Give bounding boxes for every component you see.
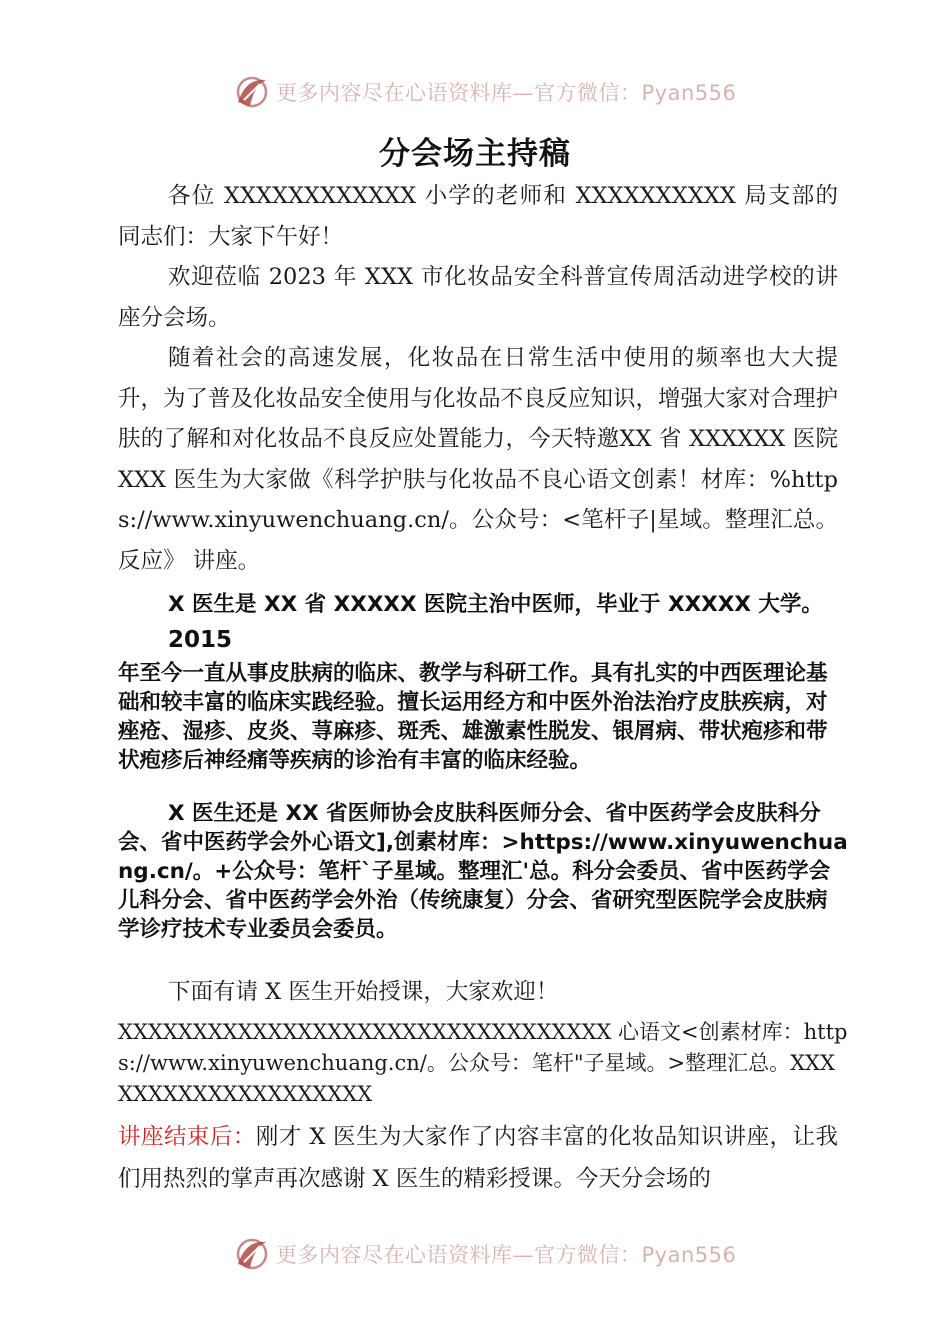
banner-text: 更多内容尽在心语资料库—官方微信：Pyan556 bbox=[276, 81, 737, 105]
logo-icon bbox=[232, 72, 272, 112]
closing-text: 刚才 X 医生为大家作了内容丰富的化妆品知识讲座，让我们用热烈的掌声再次感谢 X 医生的精彩授课。今天分会场的 bbox=[118, 1124, 838, 1192]
doctor-bio-year: 2015 bbox=[168, 627, 233, 653]
greeting-paragraph: 各位 XXXXXXXXXXXX 小学的老师和 XXXXXXXXXX 局支部的同志们：大家下午好！ bbox=[118, 183, 838, 250]
footer-banner bbox=[232, 1234, 737, 1274]
document-title: 分会场主持稿 bbox=[379, 136, 571, 172]
doctor-bio-paragraph: 年至今一直从事皮肤病的临床、教学与科研工作。具有扎实的中西医理论基础和较丰富的临床实践经验。擅长运用经方和中医外治法治疗皮肤疾病，对痤疮、湿疹、皮炎、荨麻疹、斑秃、雄激素性脱发、银屑病、带状疱疹和带状疱疹后神经痛等疾病的诊治有丰富的临床经验。 bbox=[118, 661, 828, 773]
intro-paragraph: 随着社会的高速发展，化妆品在日常生活中使用的频率也大大提升，为了普及化妆品安全使用与化妆品不良反应知识，增强大家对合理护肤的了解和对化妆品不良反应处置能力，今天特邀XX 省 XXXXXX 医院 XXX 医生为大家做《科学护肤与化妆品不良心语文创素！材库：%https://www.xinyuwenchuang.cn/。公众号：<笔杆子|星域。整理汇总。反应》 讲座。 bbox=[118, 345, 839, 574]
filler-paragraph: XXXXXXXXXXXXXXXXXXXXXXXXXXXXXXXXX 心语文<创素材库：https://www.xinyuwenchuang.cn/。公众号：笔杆"子星域。>整理汇总。XXXXXXXXXXXXXXXXXXXX bbox=[118, 1020, 848, 1106]
invite-paragraph: 下面有请 X 医生开始授课，大家欢迎！ bbox=[168, 979, 559, 1005]
welcome-paragraph: 欢迎莅临 2023 年 XXX 市化妆品安全科普宣传周活动进学校的讲座分会场。 bbox=[118, 264, 838, 331]
closing-label: 讲座结束后： bbox=[118, 1124, 256, 1150]
doctor-bio-first-line: X 医生是 XX 省 XXXXX 医院主治中医师，毕业于 XXXXX 大学。 bbox=[168, 592, 823, 617]
logo-icon bbox=[232, 1234, 272, 1274]
closing-paragraph bbox=[118, 1116, 838, 1200]
doctor-roles-paragraph: X 医生还是 XX 省医师协会皮肤科医师分会、省中医药学会皮肤科分会、省中医药学会外心语文],创素材库：>https://www.xinyuwenchuang.cn/。+公众号：笔杆`子星域。整理汇'总。科分会委员、省中医药学会儿科分会、省中医药学会外治（传统康复）分会、省研究型医院学会皮肤病学诊疗技术专业委员会委员。 bbox=[118, 801, 848, 942]
header-banner bbox=[232, 72, 737, 112]
banner-text: 更多内容尽在心语资料库—官方微信：Pyan556 bbox=[276, 1243, 737, 1267]
